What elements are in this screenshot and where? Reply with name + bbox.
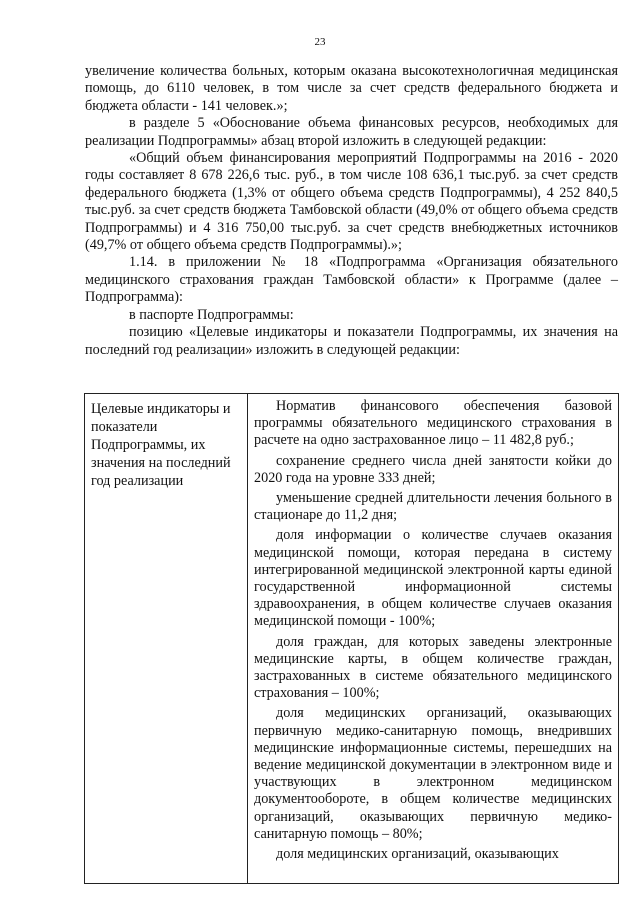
paragraph-5: в паспорте Подпрограммы: [129, 306, 294, 323]
value-item: доля информации о количестве случаев оказания медицинской помощи, которая передана в систему интегрированной медицинской электронной карты единой государственной информационной системы здравоохранения, в общем количестве случаев оказания медицинской помощи - 100%; [254, 527, 612, 630]
paragraph-6: позицию «Целевые индикаторы и показатели Подпрограммы, их значения на последний год реализации» изложить в следующей редакции: [85, 324, 618, 358]
value-item: доля медицинских организаций, оказывающих [276, 846, 559, 863]
page-number: 23 [314, 36, 326, 48]
paragraph-1: увеличение количества больных, которым оказана высокотехнологичная медицинская помощь, до 6110 человек, в том числе за счет средств федерального бюджета и бюджета области - 141 человек.»; [85, 63, 618, 114]
indicator-label-cell: Целевые индикаторы и показатели Подпрограммы, их значения на последний год реализации [85, 394, 248, 884]
indicators-table [84, 393, 619, 884]
table-row [85, 394, 619, 884]
value-item: доля граждан, для которых заведены электронные медицинские карты, в общем количестве граждан, застрахованных в системе обязательного медицинского страхования – 100%; [254, 633, 612, 702]
value-item: доля медицинских организаций, оказывающих первичную медико-санитарную помощь, внедривших медицинские информационные системы, перешедших на ведение медицинской документации в электронном виде и участвующих в электронном медицинском документообороте, в общем количестве медицинских организаций, оказывающих первичную медико-санитарную помощь – 80%; [254, 705, 612, 842]
value-item: сохранение среднего числа дней занятости койки до 2020 года на уровне 333 дней; [254, 452, 612, 486]
value-item: Норматив финансового обеспечения базовой программы обязательного медицинского страхования в расчете на одно застрахованное лицо – 11 482,8 руб.; [254, 398, 612, 449]
paragraph-3: «Общий объем финансирования мероприятий Подпрограммы на 2016 - 2020 годы составляет 8 678 226,6 тыс. руб., в том числе 108 636,1 тыс.руб. за счет средств федерального бюджета (1,3% от общего объема средств Подпрограммы), 4 252 840,5 тыс.руб. за счет средств бюджета Тамбовской области (49,0% от общего объема средств Подпрограммы) и 4 316 750,00 тыс.руб. за счет средств внебюджетных источников (49,7% от общего объема средств Подпрограммы).»; [85, 150, 618, 254]
paragraph-2: в разделе 5 «Обоснование объема финансовых ресурсов, необходимых для реализации Подпрограммы» абзац второй изложить в следующей редакции: [85, 115, 618, 149]
indicator-values-cell [248, 394, 619, 884]
value-item: уменьшение средней длительности лечения больного в стационаре до 11,2 дня; [254, 490, 612, 524]
body-text [85, 63, 618, 359]
paragraph-4: 1.14. в приложении № 18 «Подпрограмма «Организация обязательного медицинского страхования граждан Тамбовской области» к Программе (далее – Подпрограмма): [85, 254, 618, 306]
